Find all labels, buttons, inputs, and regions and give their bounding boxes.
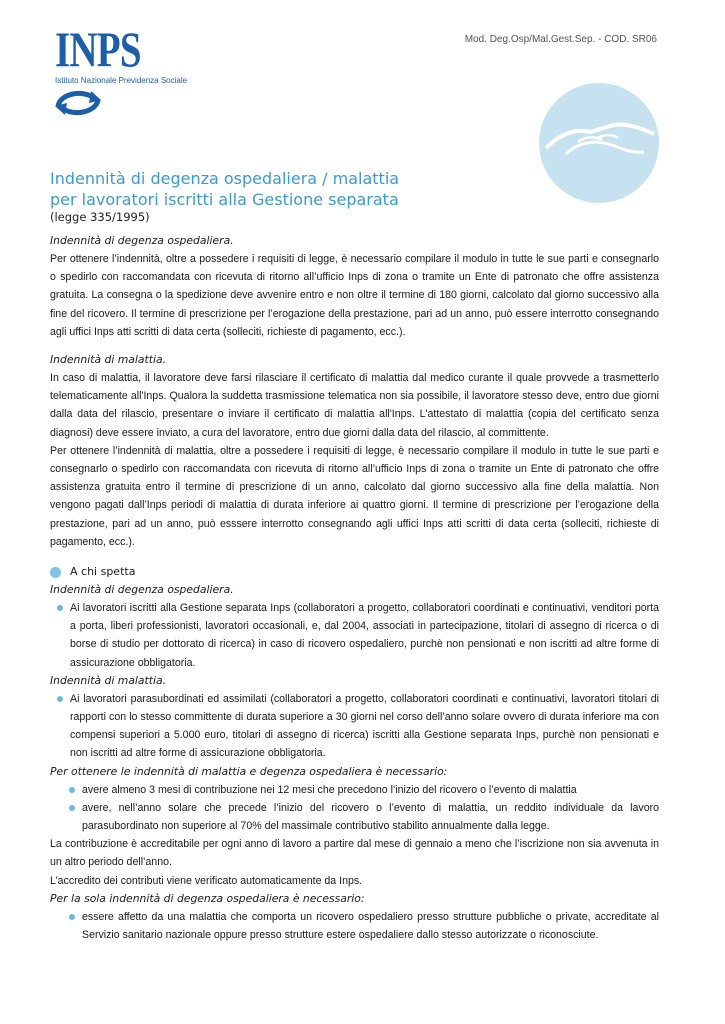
subheading-sola-degenza: Per la sola indennità di degenza ospedaliera è necessario: [50,891,365,905]
paragraph-accredito: L’accredito dei contributi viene verificato automaticamente da Inps. [50,874,363,887]
section-heading-degenza: Indennità di degenza ospedaliera. [50,234,234,247]
recycle-arrows-icon [52,86,104,120]
list-item: Ai lavoratori iscritti alla Gestione separata Inps (collaboratori a progetto, collaboratori coordinati e continuativi, venditori porta a porta, liberi professionisti, lavoratori occasionali, e, dal 2004, associati in partecipazione, titolari di assegno di ricerca o di borse di studio per dottorato di ricerca) in caso di ricovero ospedaliero, purchè non pensionati e non iscritti ad altre forme di assicurazione obbligatoria. [70,599,659,672]
list-malattia [70,690,659,763]
subheading-degenza: Indennità di degenza ospedaliera. [50,583,234,597]
section-a-chi-spetta [50,563,659,581]
bullet-icon [69,805,75,811]
module-code: Mod. Deg.Osp/Mal.Gest.Sep. - COD. SR06 [464,34,657,45]
paragraph-contribuzione: La contribuzione è accreditabile per ogni anno di lavoro a partire dal mese di gennaio a meno che l’iscrizione non sia avvenuta in un altro periodo dell’anno. [50,838,659,869]
section-title-a-chi-spetta: A chi spetta [70,565,136,579]
list-item: avere, nell’anno solare che precede l’inizio del ricovero o l’evento di malattia, un reddito individuale da lavoro parasubordinato non superiore al 70% del massimale contributivo stabilito annualmente dalla legge. [82,799,659,835]
section-bullet-icon [50,567,61,578]
list-degenza [70,599,659,672]
list-sola-degenza [82,908,659,944]
bullet-icon [69,914,75,920]
list-item: essere affetto da una malattia che comporta un ricovero ospedaliero presso strutture pubbliche o private, accreditate al Servizio sanitario nazionale oppure presso strutture estere ospedaliere dallo stesso autorizzate o riconosciute. [82,908,659,944]
subheading-malattia: Indennità di malattia. [50,673,167,687]
paragraph-malattia-2: Per ottenere l’indennità di malattia, oltre a possedere i requisiti di legge, è necessario compilare il modulo in tutte le sue parti e consegnarlo o spedirlo con raccomandata con ricevuta di ritorno all’ufficio Inps di zona o tramite un Ente di patronato che offre assistenza gratuita entro il termine di prescrizione di un anno, calcolato dal giorno successivo alla fine della malattia. Non vengono pagati dall’Inps periodi di malattia di durata inferiore ai quattro giorni. Il termine di prescrizione per l’erogazione della prestazione, pari ad un anno, può esssere interrotto consegnando agli uffici Inps atti scritti di data certa (solleciti, richieste di pagamento, ecc.). [50,444,659,548]
document-body [50,232,659,944]
subheading-requisiti: Per ottenere le indennità di malattia e degenza ospedaliera è necessario: [50,764,448,778]
paragraph-malattia-1: In caso di malattia, il lavoratore deve farsi rilasciare il certificato di malattia dal medico curante il quale provvede a trasmetterlo telematicamente all'Inps. Qualora la suddetta trasmissione telematica non sia possibile, il lavoratore stesso deve, entro due giorni dalla data del rilascio, presentare o inviare il certificato di malattia all'Inps. L'attestato di malattia (copia del certificato senza diagnosi) deve essere inviato, a cura del lavoratore, entro due giorni dalla data del rilascio, al committente. [50,372,659,439]
bullet-icon [69,787,75,793]
section-heading-malattia: Indennità di malattia. [50,353,167,367]
page-title [50,168,470,210]
logo-subtitle: Istituto Nazionale Previdenza Sociale [55,76,188,85]
bullet-icon [57,696,63,702]
handshake-emblem-icon [538,82,660,204]
bullet-icon [57,605,63,611]
list-item: Ai lavoratori parasubordinati ed assimilati (collaboratori a progetto, collaboratori coordinati e continuativi, lavoratori titolari di rapporti con lo stesso committente di durata superiore a 30 giorni nel corso dell’anno solare ovvero di durata inferiore ma con compensi superiori a 5.000 euro, titolari di assegno di ricerca) iscritti alla Gestione separata Inps, purchè non pensionati e non iscritti ad altre forme di assicurazione obbligatoria. [70,690,659,763]
paragraph-degenza: Per ottenere l’indennità, oltre a possedere i requisiti di legge, è necessario compilare il modulo in tutte le sue parti e consegnarlo o spedirlo con raccomandata con ricevuta di ritorno all’ufficio Inps di zona o tramite un Ente di patronato che offre assistenza gratuita. La consegna o la spedizione deve avvenire entro e non oltre il termine di 180 giorni, calcolato dal giorno successivo alla fine del ricovero. Il termine di prescrizione per l’erogazione della prestazione, pari ad un anno, può essere interrotto consegnando agli uffici Inps atti scritti di data certa (solleciti, richieste di pagamento, ecc.). [50,253,659,338]
list-requisiti [82,781,659,836]
title-line-2: per lavoratori iscritti alla Gestione separata [50,190,399,209]
list-item: avere almeno 3 mesi di contribuzione nei 12 mesi che precedono l’inizio del ricovero o l’evento di malattia [82,781,659,799]
inps-logo: INPS [55,21,141,77]
title-line-1: Indennità di degenza ospedaliera / malattia [50,169,400,188]
law-reference: (legge 335/1995) [50,210,150,224]
